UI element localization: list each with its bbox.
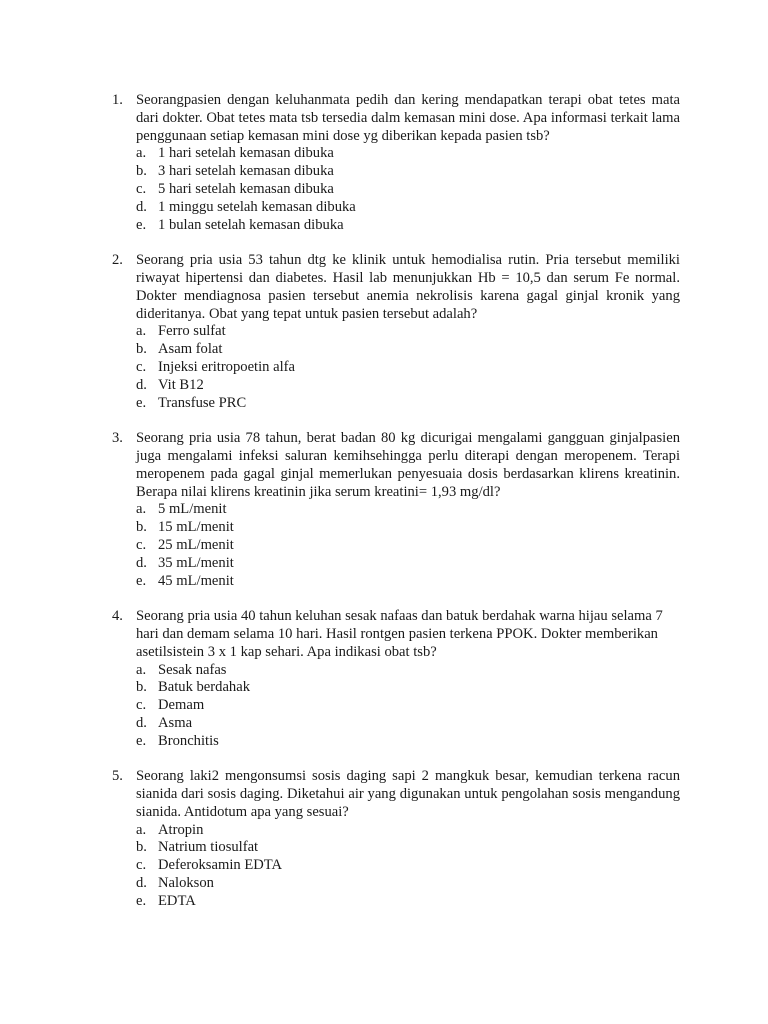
option-text: Nalokson [158, 875, 214, 892]
option-text: Sesak nafas [158, 661, 227, 678]
option-letter: a. [136, 145, 147, 162]
question-number: 1. [112, 92, 123, 108]
option-text: Asma [158, 714, 193, 731]
option-letter: d. [136, 714, 147, 731]
option-text: Deferoksamin EDTA [158, 857, 283, 874]
option-text: Bronchitis [158, 732, 219, 749]
option-text: 1 bulan setelah kemasan dibuka [158, 216, 344, 233]
option-letter: e. [136, 216, 147, 233]
option-e [136, 893, 680, 911]
option-letter: a. [136, 501, 147, 518]
option-letter: c. [136, 180, 147, 197]
question-1 [112, 92, 680, 234]
option-text: 35 mL/menit [158, 554, 234, 571]
option-letter: a. [136, 821, 147, 838]
question-text: Seorang pria usia 53 tahun dtg ke klinik untuk hemodialisa rutin. Pria tersebut memiliki riwayat hipertensi dan diabetes. Hasil lab menunjukkan Hb = 10,5 dan serum Fe normal. Dokter mendiagnosa pasien tersebut anemia nekrolisis karena gagal ginjal kronik yang dideritanya. Obat yang tepat untuk pasien tersebut adalah? [136, 252, 680, 322]
option-text: Vit B12 [158, 376, 204, 393]
option-text: Atropin [158, 821, 204, 838]
question-text: Seorang laki2 mengonsumsi sosis daging sapi 2 mangkuk besar, kemudian terkena racun sianida dari sosis daging. Diketahui air yang digunakan untuk pengolahan sosis mengandung sianida. Antidotum apa yang sesuai? [136, 768, 680, 820]
option-text: 3 hari setelah kemasan dibuka [158, 163, 334, 180]
question-number: 5. [112, 768, 123, 785]
option-letter: c. [136, 697, 147, 714]
option-text: 25 mL/menit [158, 536, 234, 553]
option-e [136, 217, 680, 235]
option-letter: d. [136, 554, 147, 571]
question-text: Seorang pria usia 78 tahun, berat badan 80 kg dicurigai mengalami gangguan ginjalpasien juga mengalami infeksi saluran kemihsehingga perlu diterapi dengan meropenem. Terapi meropenem pada gagal ginjal memerlukan penyesuaia dosis berdasarkan klirens kreatinin. Berapa nilai klirens kreatinin jika serum kreatini= 1,93 mg/dl? [136, 430, 680, 500]
option-d [136, 875, 680, 893]
option-letter: b. [136, 163, 147, 180]
question-number: 3. [112, 430, 123, 447]
option-letter: b. [136, 341, 147, 358]
option-letter: e. [136, 732, 147, 749]
option-b [136, 341, 680, 359]
option-d [136, 199, 680, 217]
option-a [136, 822, 680, 840]
option-letter: b. [136, 519, 147, 536]
option-letter: b. [136, 839, 147, 856]
option-text: Batuk berdahak [158, 679, 250, 696]
option-letter: c. [136, 358, 147, 375]
option-c [136, 359, 680, 377]
option-letter: a. [136, 661, 147, 678]
question-number: 2. [112, 252, 123, 269]
option-d [136, 715, 680, 733]
option-b [136, 519, 680, 537]
option-letter: c. [136, 536, 147, 553]
option-c [136, 857, 680, 875]
option-a [136, 501, 680, 519]
option-text: Demam [158, 697, 205, 714]
option-c [136, 537, 680, 555]
option-text: Asam folat [158, 341, 223, 358]
option-text: Transfuse PRC [158, 394, 247, 411]
option-text: 5 hari setelah kemasan dibuka [158, 180, 334, 197]
option-c [136, 181, 680, 199]
option-text: Injeksi eritropoetin alfa [158, 358, 295, 375]
option-letter: e. [136, 892, 147, 909]
question-text: Seorang pria usia 40 tahun keluhan sesak nafaas dan batuk berdahak warna hijau selama 7 hari dan demam selama 10 hari. Hasil rontgen pasien terkena PPOK. Dokter memberikan asetilsistein 3 x 1 kap sehari. Apa indikasi obat tsb? [136, 608, 663, 660]
option-text: 15 mL/menit [158, 519, 234, 536]
option-letter: c. [136, 857, 147, 874]
option-letter: b. [136, 679, 147, 696]
option-text: 1 minggu setelah kemasan dibuka [158, 198, 356, 215]
question-4 [112, 608, 680, 750]
option-d [136, 377, 680, 395]
option-text: 1 hari setelah kemasan dibuka [158, 145, 334, 162]
option-e [136, 395, 680, 413]
option-e [136, 733, 680, 751]
option-a [136, 323, 680, 341]
question-text: Seorangpasien dengan keluhanmata pedih dan kering mendapatkan terapi obat tetes mata dari dokter. Obat tetes mata tsb tersedia dalm kemasan mini dose. Apa informasi terkait lama penggunaan setiap kemasan mini dose yg diberikan kepada pasien tsb? [136, 92, 680, 144]
option-text: 5 mL/menit [158, 501, 227, 518]
option-b [136, 679, 680, 697]
option-text: 45 mL/menit [158, 572, 234, 589]
option-letter: a. [136, 323, 147, 340]
option-e [136, 573, 680, 591]
option-text: Ferro sulfat [158, 323, 226, 340]
option-letter: d. [136, 376, 147, 393]
question-3 [112, 430, 680, 590]
question-2 [112, 252, 680, 412]
option-letter: d. [136, 198, 147, 215]
question-number: 4. [112, 608, 123, 625]
option-a [136, 662, 680, 680]
option-b [136, 163, 680, 181]
option-b [136, 839, 680, 857]
option-c [136, 697, 680, 715]
option-letter: d. [136, 875, 147, 892]
option-text: Natrium tiosulfat [158, 839, 259, 856]
option-text: EDTA [158, 892, 196, 909]
option-a [136, 145, 680, 163]
option-letter: e. [136, 572, 147, 589]
option-d [136, 555, 680, 573]
option-letter: e. [136, 394, 147, 411]
question-5 [112, 768, 680, 910]
